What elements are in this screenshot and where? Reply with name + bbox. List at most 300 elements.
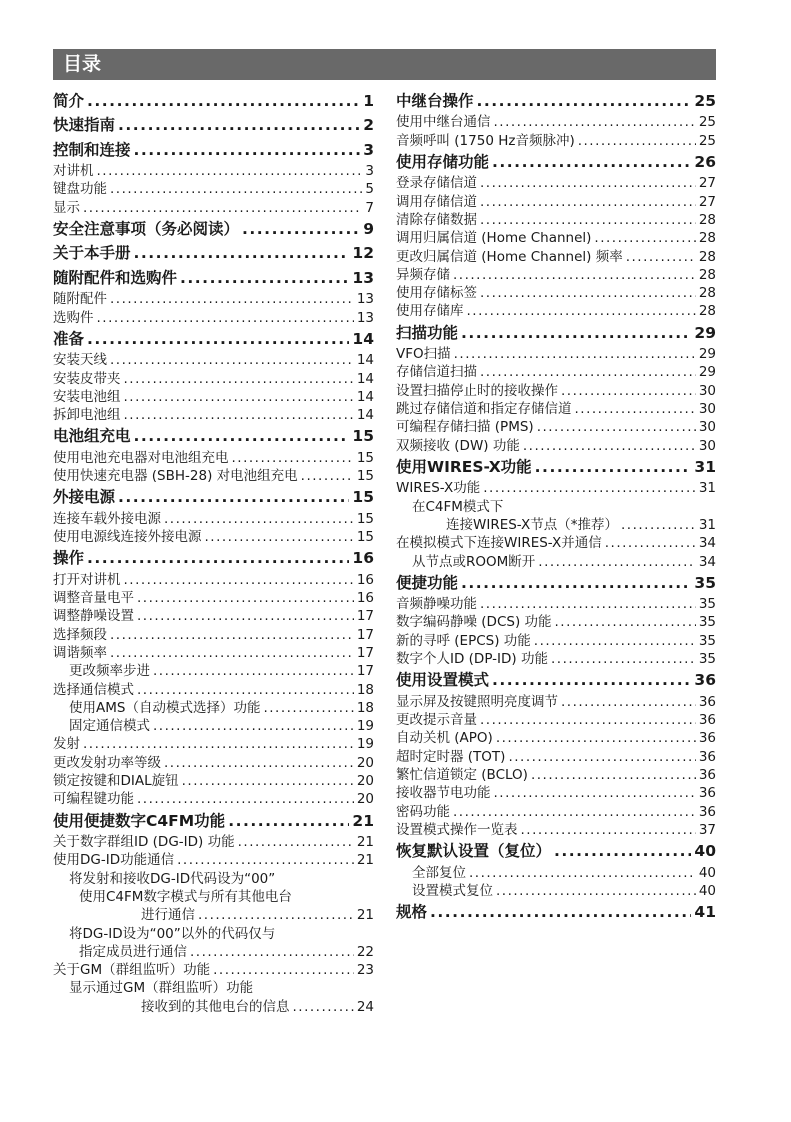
toc-dot-leader (554, 840, 691, 863)
toc-dot-leader (480, 174, 696, 192)
toc-dot-leader (480, 711, 696, 729)
toc-dot-leader (531, 766, 696, 784)
toc-entry-title: 发射 (53, 736, 80, 753)
toc-entry[interactable] (53, 943, 374, 961)
toc-section-entry[interactable] (53, 114, 374, 137)
toc-section-entry[interactable] (53, 267, 374, 290)
toc-page-number: 35 (698, 632, 716, 649)
toc-page-number: 35 (698, 596, 716, 613)
toc-entry-title: 使用存储库 (396, 303, 464, 320)
toc-entry[interactable] (53, 290, 374, 308)
toc-entry[interactable] (53, 370, 374, 388)
toc-entry-title: 锁定按键和DIAL旋钮 (53, 773, 179, 790)
toc-dot-leader (205, 528, 354, 546)
toc-entry-title: 显示通过GM（群组监听）功能 (69, 980, 254, 997)
toc-page-number: 14 (356, 407, 374, 424)
toc-dot-leader (494, 784, 696, 802)
toc-entry-title: 安全注意事项（务必阅读） (53, 220, 240, 239)
toc-entry-title: 异频存储 (396, 266, 450, 283)
toc-section-entry[interactable] (396, 90, 716, 113)
toc-entry[interactable] (396, 174, 716, 192)
toc-entry-title: 使用存储标签 (396, 285, 477, 302)
toc-dot-leader (621, 516, 696, 534)
toc-entry[interactable] (396, 113, 716, 131)
toc-entry-title: 选择通信模式 (53, 681, 134, 698)
toc-entry[interactable] (53, 790, 374, 808)
toc-entry-title: 关于GM（群组监听）功能 (53, 962, 211, 979)
toc-dot-leader (461, 322, 691, 345)
toc-entry-title: VFO扫描 (396, 346, 451, 363)
toc-page-number: 9 (363, 220, 374, 239)
toc-entry-title: 更改发射功率等级 (53, 754, 161, 771)
toc-dot-leader (508, 748, 695, 766)
toc-dot-leader (626, 248, 696, 266)
toc-entry-title: 外接电源 (53, 488, 116, 507)
toc-dot-leader (453, 803, 696, 821)
toc-entry[interactable] (53, 510, 374, 528)
toc-dot-leader (83, 199, 362, 217)
toc-dot-leader (213, 961, 354, 979)
toc-dot-leader (182, 772, 354, 790)
toc-entry[interactable] (53, 309, 374, 327)
toc-entry-title: 使用便捷数字C4FM功能 (53, 811, 226, 830)
toc-entry-title: 登录存储信道 (396, 175, 477, 192)
toc-page-number: 41 (694, 903, 716, 922)
toc-entry[interactable] (396, 595, 716, 613)
toc-entry[interactable] (53, 626, 374, 644)
toc-page-number: 34 (698, 553, 716, 570)
toc-entry[interactable] (53, 906, 374, 924)
toc-section-entry[interactable] (53, 242, 374, 265)
toc-entry-title: 中继台操作 (396, 92, 474, 110)
toc-dot-leader (551, 650, 696, 668)
toc-right-column (396, 90, 716, 925)
toc-dot-leader (238, 833, 354, 851)
toc-section-entry[interactable] (396, 840, 716, 863)
toc-dot-leader (190, 943, 354, 961)
toc-dot-leader (494, 113, 696, 131)
toc-entry-title: 连接车载外接电源 (53, 510, 161, 527)
toc-dot-leader (198, 906, 354, 924)
toc-entry-title: 使用电源线连接外接电源 (53, 529, 202, 546)
toc-page-number: 5 (365, 181, 374, 198)
toc-entry-title: 音频静噪功能 (396, 596, 477, 613)
toc-entry-title: 设置模式复位 (412, 882, 493, 899)
toc-entry[interactable] (53, 449, 374, 467)
toc-dot-leader (605, 534, 696, 552)
toc-page-number: 19 (356, 736, 374, 753)
toc-dot-leader (483, 479, 696, 497)
toc-page-number: 17 (356, 608, 374, 625)
toc-page-number: 28 (698, 266, 716, 283)
toc-entry-title: 使用WIRES-X功能 (396, 457, 532, 476)
toc-entry-title: 指定成员进行通信 (79, 943, 187, 960)
toc-entry[interactable] (396, 748, 716, 766)
toc-dot-leader (453, 266, 696, 284)
toc-dot-leader (110, 290, 354, 308)
toc-page-number: 20 (356, 773, 374, 790)
toc-section-entry[interactable] (53, 139, 374, 162)
toc-dot-leader (454, 345, 696, 363)
toc-page-number: 25 (698, 132, 716, 149)
toc-entry[interactable] (396, 711, 716, 729)
toc-dot-leader (575, 400, 696, 418)
toc-entry[interactable] (53, 851, 374, 869)
toc-page-number: 28 (698, 230, 716, 247)
toc-entry[interactable] (53, 925, 374, 943)
toc-entry[interactable] (53, 833, 374, 851)
toc-dot-leader (228, 810, 349, 833)
toc-entry-title: 调谐频率 (53, 644, 107, 661)
toc-page-number: 20 (356, 754, 374, 771)
toc-dot-leader (124, 571, 354, 589)
toc-entry-title: 密码功能 (396, 803, 450, 820)
toc-page-number: 21 (352, 811, 374, 830)
toc-page-number: 17 (356, 663, 374, 680)
toc-entry-title: 将发射和接收DG-ID代码设为“00” (69, 870, 276, 887)
toc-entry-title: 固定通信模式 (69, 718, 150, 735)
toc-entry[interactable] (396, 693, 716, 711)
toc-page-number: 21 (356, 852, 374, 869)
toc-page-number: 15 (356, 529, 374, 546)
toc-page-number: 40 (698, 882, 716, 899)
toc-entry[interactable] (396, 729, 716, 747)
toc-entry-title: 双频接收 (DW) 功能 (396, 437, 520, 454)
toc-page-number: 36 (698, 748, 716, 765)
toc-dot-leader (535, 456, 692, 479)
toc-dot-leader (124, 388, 354, 406)
toc-dot-leader (594, 229, 695, 247)
toc-entry-title: 调用存储信道 (396, 193, 477, 210)
toc-entry[interactable] (396, 632, 716, 650)
toc-entry[interactable] (396, 400, 716, 418)
toc-dot-leader (477, 90, 692, 113)
toc-entry-title: 更改频率步进 (69, 663, 150, 680)
toc-page-number: 36 (698, 803, 716, 820)
toc-dot-leader (137, 607, 354, 625)
toc-dot-leader (523, 437, 696, 455)
toc-page-number: 23 (356, 962, 374, 979)
toc-page-number: 40 (694, 842, 716, 861)
toc-entry-title: 准备 (53, 329, 85, 348)
toc-dot-leader (537, 418, 696, 436)
toc-entry-title: 随附配件和选购件 (53, 268, 178, 287)
toc-entry-title: 恢复默认设置（复位） (396, 842, 552, 861)
toc-dot-leader (496, 882, 696, 900)
toc-page-number: 15 (352, 488, 374, 507)
toc-entry[interactable] (53, 961, 374, 979)
page-title: 目录 (53, 49, 716, 80)
toc-dot-leader (110, 180, 362, 198)
toc-entry[interactable] (53, 754, 374, 772)
toc-entry-title: 关于本手册 (53, 244, 131, 263)
toc-page-number: 40 (698, 864, 716, 881)
toc-dot-leader (124, 370, 354, 388)
toc-entry-title: 安装电池组 (53, 388, 121, 405)
toc-dot-leader (153, 662, 354, 680)
toc-page-number: 27 (698, 175, 716, 192)
toc-entry[interactable] (396, 821, 716, 839)
toc-entry-title: 键盘功能 (53, 181, 107, 198)
toc-page-number: 25 (694, 92, 716, 110)
toc-entry[interactable] (396, 516, 716, 534)
toc-entry[interactable] (396, 193, 716, 211)
toc-dot-leader (480, 595, 696, 613)
toc-dot-leader (134, 425, 350, 448)
toc-entry[interactable] (53, 699, 374, 717)
toc-entry[interactable] (53, 888, 374, 906)
toc-page-number: 30 (698, 419, 716, 436)
toc-entry-title: 使用C4FM数字模式与所有其他电台 (79, 888, 292, 905)
toc-page-number: 1 (363, 92, 374, 110)
toc-entry[interactable] (53, 589, 374, 607)
toc-dot-leader (492, 151, 691, 174)
toc-page-number: 7 (365, 199, 374, 216)
toc-entry[interactable] (53, 571, 374, 589)
toc-entry-title: 使用电池充电器对电池组充电 (53, 449, 229, 466)
toc-entry[interactable] (396, 534, 716, 552)
toc-entry-title: 使用中继台通信 (396, 114, 491, 131)
toc-entry[interactable] (396, 229, 716, 247)
toc-entry[interactable] (53, 662, 374, 680)
toc-dot-leader (480, 211, 696, 229)
toc-page-number: 13 (356, 291, 374, 308)
toc-section-entry[interactable] (53, 810, 374, 833)
toc-entry-title: 新的寻呼 (EPCS) 功能 (396, 632, 531, 649)
toc-entry-title: 打开对讲机 (53, 571, 121, 588)
toc-entry[interactable] (53, 979, 374, 997)
toc-entry[interactable] (396, 882, 716, 900)
toc-page-number: 13 (356, 309, 374, 326)
toc-page-number: 35 (698, 614, 716, 631)
toc-page-number: 16 (352, 549, 374, 568)
toc-dot-leader (118, 114, 360, 137)
toc-entry[interactable] (396, 345, 716, 363)
toc-entry[interactable] (396, 437, 716, 455)
toc-entry-title: 安装皮带夹 (53, 370, 121, 387)
toc-dot-leader (134, 139, 361, 162)
toc-page-number: 31 (698, 480, 716, 497)
toc-section-entry[interactable] (396, 151, 716, 174)
toc-entry-title: 自动关机 (APO) (396, 730, 493, 747)
toc-section-entry[interactable] (53, 328, 374, 351)
toc-entry-title: 便捷功能 (396, 573, 459, 592)
toc-entry-title: 控制和连接 (53, 140, 131, 159)
toc-section-entry[interactable] (53, 218, 374, 241)
toc-dot-leader (134, 242, 350, 265)
toc-page-number: 35 (694, 573, 716, 592)
toc-page-number: 15 (356, 468, 374, 485)
toc-page-number: 36 (698, 785, 716, 802)
toc-entry-title: 扫描功能 (396, 323, 459, 342)
toc-entry[interactable] (396, 284, 716, 302)
toc-entry[interactable] (396, 766, 716, 784)
toc-entry[interactable] (53, 998, 374, 1016)
toc-entry[interactable] (396, 211, 716, 229)
toc-page-number: 31 (694, 457, 716, 476)
toc-entry[interactable] (53, 681, 374, 699)
toc-entry[interactable] (396, 418, 716, 436)
toc-section-entry[interactable] (396, 669, 716, 692)
toc-entry[interactable] (53, 162, 374, 180)
toc-dot-leader (561, 382, 696, 400)
toc-dot-leader (461, 572, 691, 595)
toc-dot-leader (480, 363, 696, 381)
toc-entry[interactable] (53, 388, 374, 406)
toc-entry-title: 设置扫描停止时的接收操作 (396, 382, 558, 399)
toc-page-number: 24 (356, 998, 374, 1015)
toc-entry[interactable] (53, 180, 374, 198)
toc-entry-title: 音频呼叫 (1750 Hz音频脉冲) (396, 132, 575, 149)
toc-dot-leader (180, 267, 349, 290)
toc-entry[interactable] (53, 644, 374, 662)
toc-entry[interactable] (396, 248, 716, 266)
toc-dot-leader (430, 901, 691, 924)
toc-dot-leader (242, 218, 360, 241)
toc-dot-leader (293, 998, 354, 1016)
toc-page-number: 17 (356, 644, 374, 661)
toc-entry-title: 选择频段 (53, 626, 107, 643)
toc-section-entry[interactable] (53, 547, 374, 570)
toc-dot-leader (469, 864, 696, 882)
toc-entry-title: 全部复位 (412, 864, 466, 881)
toc-page-number: 36 (698, 693, 716, 710)
toc-dot-leader (153, 717, 354, 735)
toc-dot-leader (263, 699, 353, 717)
toc-entry-title: 繁忙信道锁定 (BCLO) (396, 766, 528, 783)
toc-dot-leader (232, 449, 354, 467)
toc-entry-title: 显示 (53, 199, 80, 216)
toc-page-number: 37 (698, 821, 716, 838)
toc-page-number: 31 (698, 516, 716, 533)
toc-page-number: 13 (352, 268, 374, 287)
toc-dot-leader (87, 328, 349, 351)
toc-entry[interactable] (53, 351, 374, 369)
toc-page-number: 28 (698, 211, 716, 228)
toc-page-number: 27 (698, 193, 716, 210)
toc-dot-leader (97, 309, 354, 327)
toc-entry[interactable] (53, 406, 374, 424)
toc-dot-leader (561, 693, 696, 711)
toc-entry[interactable] (396, 302, 716, 320)
toc-entry[interactable] (396, 382, 716, 400)
toc-page-number: 16 (356, 571, 374, 588)
toc-entry-title: 在C4FM模式下 (412, 498, 504, 515)
toc-entry-title: 跳过存储信道和指定存储信道 (396, 401, 572, 418)
toc-entry-title: 调整静噪设置 (53, 608, 134, 625)
toc-entry-title: 更改提示音量 (396, 712, 477, 729)
toc-entry-title: 使用设置模式 (396, 671, 490, 690)
toc-entry[interactable] (53, 772, 374, 790)
toc-section-entry[interactable] (53, 90, 374, 113)
toc-entry-title: 拆卸电池组 (53, 407, 121, 424)
toc-entry[interactable] (53, 528, 374, 546)
toc-dot-leader (301, 467, 354, 485)
toc-section-entry[interactable] (396, 322, 716, 345)
toc-section-entry[interactable] (53, 425, 374, 448)
toc-entry[interactable] (396, 266, 716, 284)
toc-entry[interactable] (53, 199, 374, 217)
toc-entry-title: 选购件 (53, 309, 94, 326)
toc-entry[interactable] (53, 467, 374, 485)
toc-entry[interactable] (396, 479, 716, 497)
toc-entry[interactable] (396, 553, 716, 571)
toc-section-entry[interactable] (396, 901, 716, 924)
toc-entry[interactable] (396, 363, 716, 381)
toc-page-number: 3 (365, 163, 374, 180)
toc-dot-leader (480, 284, 696, 302)
toc-page-number: 14 (356, 388, 374, 405)
toc-entry-title: 使用存储功能 (396, 152, 490, 171)
toc-dot-leader (110, 626, 354, 644)
toc-entry[interactable] (53, 607, 374, 625)
toc-page-number: 36 (698, 730, 716, 747)
toc-entry[interactable] (53, 735, 374, 753)
toc-entry-title: 安装天线 (53, 352, 107, 369)
toc-page-number: 19 (356, 718, 374, 735)
toc-page-number: 20 (356, 791, 374, 808)
toc-dot-leader (110, 351, 354, 369)
toc-entry[interactable] (396, 784, 716, 802)
toc-dot-leader (124, 406, 354, 424)
toc-page-number: 14 (356, 352, 374, 369)
toc-dot-leader (538, 553, 696, 571)
toc-dot-leader (496, 729, 696, 747)
toc-entry[interactable] (53, 870, 374, 888)
toc-entry-title: 存储信道扫描 (396, 364, 477, 381)
toc-page-number: 17 (356, 626, 374, 643)
toc-entry[interactable] (396, 650, 716, 668)
toc-entry-title: 操作 (53, 549, 85, 568)
toc-dot-leader (467, 302, 696, 320)
toc-entry-title: 数字个人ID (DP-ID) 功能 (396, 651, 548, 668)
toc-section-entry[interactable] (396, 456, 716, 479)
toc-page-number: 30 (698, 401, 716, 418)
toc-entry-title: 清除存储数据 (396, 211, 477, 228)
toc-dot-leader (137, 681, 354, 699)
toc-page-number: 15 (356, 449, 374, 466)
toc-entry[interactable] (396, 498, 716, 516)
toc-page-number: 25 (698, 114, 716, 131)
toc-entry-title: 使用AMS（自动模式选择）功能 (69, 699, 261, 716)
toc-entry[interactable] (53, 717, 374, 735)
toc-dot-leader (83, 735, 354, 753)
toc-dot-leader (110, 644, 354, 662)
toc-entry-title: 进行通信 (141, 907, 195, 924)
toc-entry-title: 设置模式操作一览表 (396, 821, 518, 838)
toc-section-entry[interactable] (53, 486, 374, 509)
toc-section-entry[interactable] (396, 572, 716, 595)
toc-entry-title: WIRES-X功能 (396, 480, 481, 497)
toc-dot-leader (555, 613, 696, 631)
toc-page-number: 18 (356, 699, 374, 716)
toc-entry[interactable] (396, 132, 716, 150)
toc-entry[interactable] (396, 613, 716, 631)
toc-page-number: 18 (356, 681, 374, 698)
toc-dot-leader (534, 632, 696, 650)
toc-page-number: 34 (698, 535, 716, 552)
toc-page-number: 35 (698, 651, 716, 668)
toc-dot-leader (480, 193, 696, 211)
toc-entry[interactable] (396, 803, 716, 821)
toc-entry-title: 电池组充电 (53, 427, 131, 446)
toc-entry-title: 显示屏及按键照明亮度调节 (396, 693, 558, 710)
toc-entry-title: 连接WIRES-X节点（*推荐） (446, 516, 619, 533)
toc-entry[interactable] (396, 864, 716, 882)
toc-entry-title: 从节点或ROOM断开 (412, 553, 536, 570)
toc-page-number: 28 (698, 285, 716, 302)
toc-dot-leader (177, 851, 354, 869)
